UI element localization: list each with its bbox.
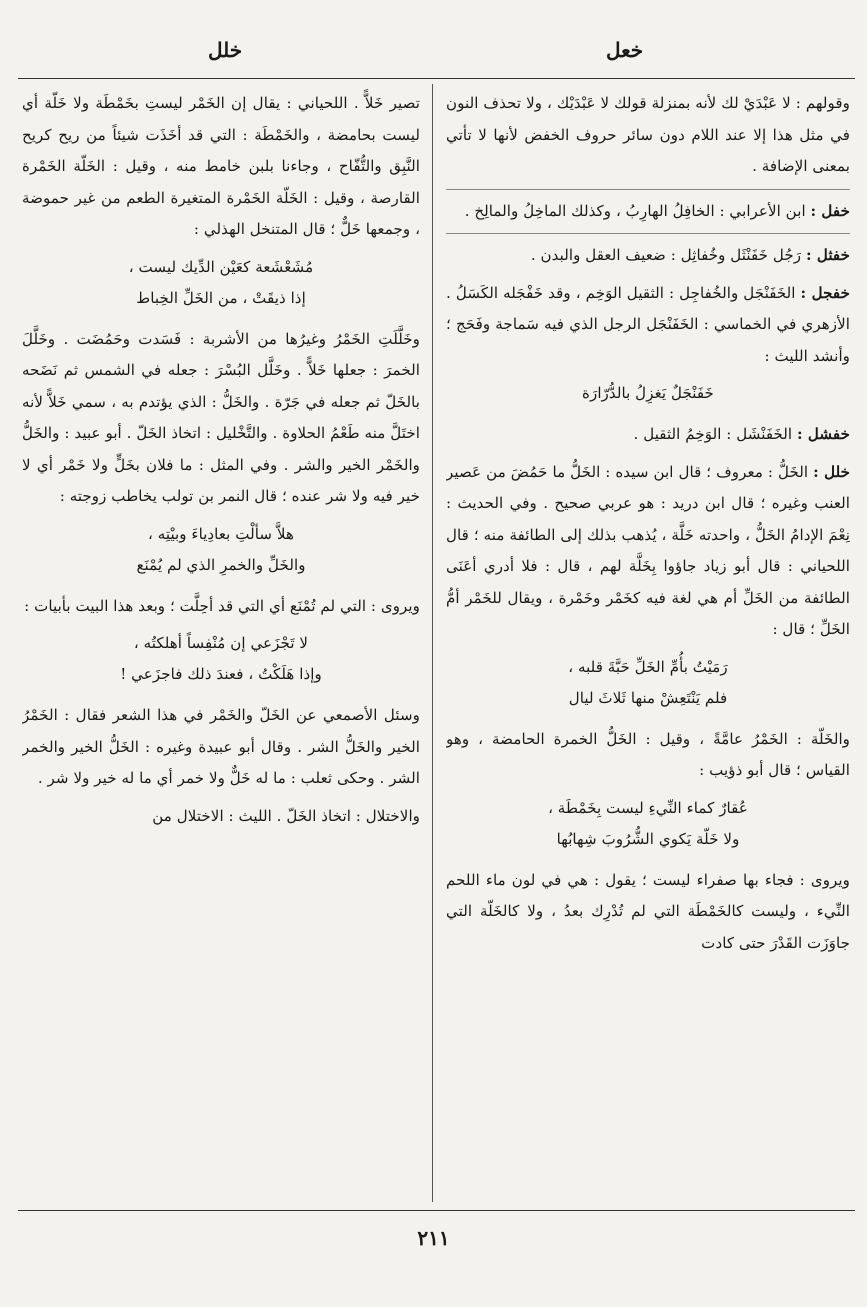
paragraph: وسئل الأصمعي عن الخَلّ والخَمْر في هذا الشعر فقال : الخَمْرُ الخير والخَلُّ الشر . وقال أبو عبيدة وغيره : الخَلُّ الخير والخمر الشر . وحكى ثعلب : ما له خَلٌّ ولا خمر أي ما له خير ولا شر . (22, 706, 420, 787)
entry-headword: خفشل : (796, 425, 850, 443)
verse-line: عُقارٌ كماء النِّيءِ ليست بِخَمْطَة ، (548, 798, 748, 817)
divider (446, 189, 850, 190)
paragraph: تصير خَلاًّ . اللحياني : يقال إن الخَمْر ليستِ بخَمْطَة ولا خَلّة أي ليست بحامضة ، والخَمْطَة : التي قد أخَذَت شيئاً من ريح كريح النَّبِق والتُّفّاح ، وجاءنا بلبن خامط منه ، وقيل : الخَلّة الخَمْرة القارصة ، وقيل : الخَلّة الخَمْرة المتغيرة الطعم من غير حموضة ، وجمعها خَلٌّ ؛ قال المتنخل الهذلي : (22, 94, 420, 238)
page-number: ٢١١ (417, 1226, 450, 1250)
entry-headword: خلل : (813, 462, 850, 481)
entry-text: الخَلُّ : معروف ؛ قال ابن سيده : الخَلُّ ما حَمُضَ من عَصير العنب وغيره ؛ قال ابن دريد : هو عربي صحيح . وفي الحديث : نِعْمَ الإدامُ الخَلُّ ، واحدته خَلَّة ، يُذهب بذلك إلى الطائفة منه ؛ قال اللحياني : قال أبو زياد جاؤوا بِخَلَّة لهم ، قال : فلا أدري أعَنَى الطائفة من الخَلِّ أم هي لغة فيه كخَمْر وخَمْرة ، ويقال للخَمْر أمُّ الخَلِّ ؛ قال : (446, 462, 850, 638)
verse-line: لا تَجْزَعي إن مُنْفِساً أهلكتُه ، (133, 634, 309, 652)
entry-khafjal (446, 278, 850, 373)
verse (22, 628, 420, 690)
entry-headword: خفل : (810, 201, 850, 220)
verse-line: ولا خَلّة يَكوي الشُّرُوبَ شِهابُها (556, 829, 740, 848)
verse (446, 793, 850, 855)
entry-khafshal (446, 419, 850, 451)
paragraph: ويروى : فجاء بها صفراء ليست ؛ يقول : هي في لون ماء اللحم النِّيء ، وليست كالخَمْطَة التي لم تُدْرِك بعدُ ، ولا كالخَلّة التي جاوَزَت القَدْرَ حتى كادت (446, 870, 850, 952)
verse-line: هلاَّ سألْتِ بعادِياءَ وبيْتِه ، (148, 524, 294, 543)
top-rule (18, 78, 855, 79)
header-right-title: خعل (606, 38, 644, 62)
verse-line: إذا ذيقَتْ ، من الخَلِّ الخِباط (136, 288, 306, 307)
entry-khalal (446, 457, 850, 646)
right-column (446, 88, 850, 1200)
entry-text: الخَفَنْشَل : الوَخِمُ الثقيل . (633, 425, 793, 443)
paragraph: وقولهم : لا عَبْدَيْ لك لأنه بمنزلة قولك لا عَبْدَيْك ، ولا تحذف النون في مثل هذا إلا عند اللام دون سائر حروف الخفض لأنها لا تأتي بمعنى الإضافة . (446, 94, 850, 175)
verse (446, 378, 850, 409)
verse (22, 252, 420, 314)
column-divider (432, 84, 433, 1202)
paragraph: والخَلّة : الخَمْرُ عامَّةً ، وقيل : الخَلُّ الخمرة الحامضة ، وهو القياس ؛ قال أبو ذؤيب : (446, 729, 850, 779)
entry-khafl (446, 196, 850, 228)
verse (22, 519, 420, 581)
divider (446, 233, 850, 234)
entry-text: رَجُل خَفَنْثَل وخُفاثِل : ضعيف العقل والبدن . (530, 246, 802, 264)
paragraph: ويروى : التي لم تُمْنَع أي التي قد أحِلَّت ؛ وبعد هذا البيت بأبيات : (24, 596, 420, 615)
entry-headword: خفثل : (805, 246, 850, 264)
entry-khafthal (446, 240, 850, 272)
left-column (22, 88, 420, 1200)
bottom-rule (18, 1210, 855, 1211)
verse-line: رَمَيْتُ بأُمِّ الخَلِّ حَبَّةَ قلبه ، (568, 657, 728, 676)
header-left-title: خلل (208, 38, 243, 62)
verse-line: فلم يَنْتَعِشْ منها ثَلاثَ ليال (568, 688, 728, 707)
entry-headword: خفجل : (800, 283, 850, 302)
verse-line: خَفَنْجَلٌ يَغزِلُ بالدُّرّارَة (582, 384, 714, 402)
paragraph: والاختلال : اتخاذ الخَلّ . الليث : الاختلال من (152, 806, 420, 825)
verse-line: مُشَعْشَعة كعَيْن الدِّيك ليست ، (128, 257, 314, 276)
paragraph: وخَلَّلَتِ الخَمْرُ وغيرُها من الأشربة : فَسَدت وحَمُضَت . وخَلَّلَ الخمرَ : جعلها خَلاًّ . وخَلَّل البُسْرَ : جعله في الشمس ثم نَضَحه بالخَلّ ثم جعله في جَرّة . والخَلُّ : الذي يؤتدم به ، سمي خَلاًّ لأنه اختَلَّ منه طَعْمُ الحلاوة . والتَّخْليل : اتخاذ الخَلّ . أبو عبيد : والخَلُّ والخَمْر الخير والشر . وفي المثل : ما فلان بخَلٍّ ولا خَمْر أي لا خير فيه ولا شر عنده ؛ قال النمر بن تولب يخاطب زوجته : (22, 329, 420, 505)
entry-text: ابن الأعرابي : الخافِلُ الهارِبُ ، وكذلك الماخِلُ والمالِخ . (464, 201, 806, 220)
verse-line: والخَلِّ والخمرِ الذي لم يُمْنَع (136, 555, 306, 574)
verse (446, 652, 850, 714)
entry-text: الخَفَنْجَل والخُفاجِل : الثقيل الوَخِم ، وقد خَفْجَله الكَسَلُ . الأزهري في الخماسي : الخَفَنْجَل الرجل الذي فيه سَماجة وفَحَج ؛ وأنشد الليث : (446, 283, 850, 365)
verse-line: وإذا هَلَكْتُ ، فعندَ ذلك فاجزَعي ! (120, 665, 322, 683)
